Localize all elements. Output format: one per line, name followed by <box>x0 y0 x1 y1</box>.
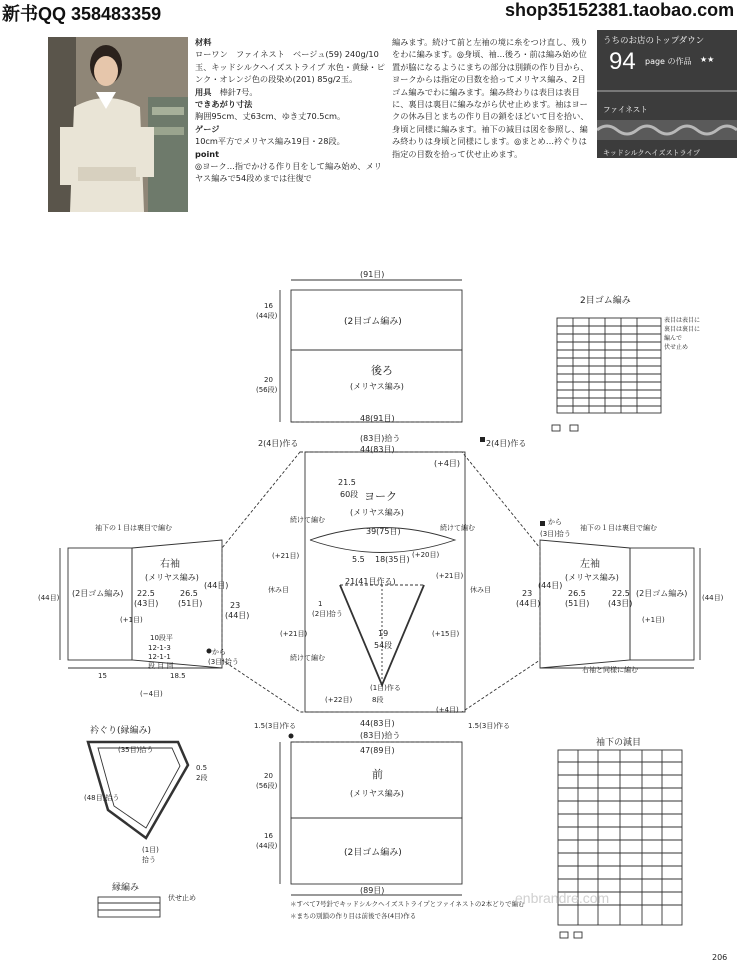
neck-sts35: 18(35目) <box>375 555 410 564</box>
right-plus1: (+1目) <box>120 616 143 624</box>
bottom-width: (89目) <box>360 886 385 895</box>
edge-bind: 伏せ止め <box>168 894 196 902</box>
collar-title: 衿ぐり(縁編み) <box>90 726 152 736</box>
size-label: できあがり寸法 <box>195 99 253 110</box>
neck-cm1: 1 <box>318 600 323 608</box>
back-stockinette: (メリヤス編み) <box>350 382 404 391</box>
right-sleeve-top-sts: (51目) <box>178 599 203 608</box>
plus4-bottom: (+4目) <box>436 706 459 714</box>
right-sleeve-cm15: 15 <box>98 672 107 680</box>
left-sleeve-cuff <box>630 548 694 660</box>
collar-shape <box>88 742 188 838</box>
instructions-text: 編みます。続けて前と左袖の境に糸をつけ直し、残りをわに編みます。◎身頃、袖…後ろ・前は編み始め位置が脇になるようにまちの部分は別鎖の作り目から、ヨークからは指定の目数を拾ってメリヤス編み、2目ゴム編みでわに編みます。編み終わりは表目は表目に、裏目は裏目に編みながら伏せ止めます。袖はヨークの休み目とまちの作り目の鎖をほどいて目を拾い、身頃と同様に編みます。袖下の減目は図を参照し、編み終わりは身頃と同様にします。◎まとめ…衿ぐりは指定の目数を拾って伏せ止めます。 <box>392 37 589 159</box>
neck-v: (1目)作る <box>370 684 401 692</box>
watermark: enbrandre.com <box>515 890 610 906</box>
back-pick: (83目)拾う <box>360 434 401 443</box>
collar-side: (48目)拾う <box>84 794 120 802</box>
knit-cont-1: 続けて編む <box>290 516 325 524</box>
yoke-width: 44(83目) <box>360 445 395 454</box>
note2: ＊まちの別鎖の作り目は前後で各(4目)作る <box>290 912 417 920</box>
yoke-depth: 21.5 <box>338 478 356 487</box>
front-width: 47(89目) <box>360 746 395 755</box>
header-qq: 新书QQ 358483359 <box>2 4 162 24</box>
from-right: から <box>548 518 562 526</box>
front-yoke-width: 44(83目) <box>360 719 395 728</box>
front-cm16: 16 <box>264 832 273 840</box>
panel-yarn2: キッドシルクヘイズストライプ <box>603 149 701 157</box>
tools-text: 棒針7号。 <box>219 86 258 97</box>
left-sleeve-w-sts: (44目) <box>516 599 541 608</box>
yoke-stockinette: (メリヤス編み) <box>350 508 404 517</box>
front-cm20: 20 <box>264 772 273 780</box>
edge-title: 縁編み <box>112 883 140 893</box>
left-sleeve-w: 23 <box>522 589 533 598</box>
left-sleeve-len: 22.5 <box>612 589 630 598</box>
back-cm20: 20 <box>264 376 273 384</box>
edge-chart <box>98 897 160 917</box>
left-sleeve-stockinette: (メリヤス編み) <box>565 573 619 582</box>
knit-cont-2: 続けて編む <box>290 654 325 662</box>
neck-rows: 54段 <box>374 641 393 650</box>
header-shop-url: shop35152381.taobao.com <box>505 0 735 20</box>
right-sleeve-cm18: 18.5 <box>170 672 186 680</box>
plus20: (+20目) <box>412 551 440 559</box>
panel-number: 94 <box>609 48 636 75</box>
left-sleeve-top: 26.5 <box>568 589 586 598</box>
point-text: ◎ヨーク…指でかける作り目をして編み始め、メリヤス編みで54段めまでは往復で <box>195 161 382 184</box>
sleeve-under-right: 袖下の１目は裏目で編む <box>580 524 657 532</box>
right-sleeve-sts: (43目) <box>134 599 159 608</box>
rib-chart-title: 2目ゴム編み <box>580 296 631 306</box>
front-stockinette: (メリヤス編み) <box>350 789 404 798</box>
left-cuff-44: (44目) <box>538 581 563 590</box>
materials-text: ローワン ファイネスト ベージュ(59) 240g/10玉、キッドシルクヘイズストライプ 水色・黄緑・ピンク・オレンジ色の段染め(201) 85g/2玉。 <box>195 49 385 85</box>
note1: ＊すべて7号針でキッドシルクヘイズストライプとファイネストの2本どりで編む <box>290 900 525 908</box>
front-rib-label: (2目ゴム編み) <box>344 848 402 858</box>
gauge-text: 10cm平方でメリヤス編み19目・28段。 <box>195 136 345 147</box>
rest-right: 休み目 <box>470 586 491 594</box>
size-text: 胸囲95cm、丈63cm、ゆき丈70.5cm。 <box>195 111 346 122</box>
left-cuff-sts: (44目) <box>702 594 724 602</box>
back-rows56: (56段) <box>256 386 278 394</box>
right-sleeve-title: 右袖 <box>160 559 180 570</box>
dec1: 12-1-3 <box>148 644 171 652</box>
dec-title: 10段平 <box>150 634 173 642</box>
page-number: 206 <box>712 953 728 962</box>
right-sleeve-top: 26.5 <box>180 589 198 598</box>
rib-legend1: 表目は表目に <box>664 317 701 324</box>
front-gusset-right: 1.5(3目)作る <box>468 722 511 730</box>
right-cuff-rib: (2目ゴム編み) <box>72 589 124 598</box>
collar-rows: 0.5 <box>196 764 208 772</box>
front-title: 前 <box>372 768 383 781</box>
dec2: 12-1-1 <box>148 653 171 661</box>
back-gusset-left: 2(4目)作る <box>258 439 299 448</box>
from-left: から <box>212 648 226 656</box>
rest-left: 休み目 <box>268 586 289 594</box>
gauge-label: ゲージ <box>195 123 220 134</box>
rib-legend4: 伏せ止め <box>664 344 689 351</box>
rib-legend3: 編んで <box>664 335 683 342</box>
back-cm16: 16 <box>264 302 273 310</box>
collar-top: (35目)拾う <box>118 746 154 754</box>
back-width-cm: 48(91目) <box>360 414 395 423</box>
plus4-top: (+4目) <box>434 459 461 468</box>
right-same-note: 右袖と同様に編む <box>582 666 638 674</box>
point-label: point <box>195 148 220 159</box>
plus21-left2: (+21目) <box>280 630 308 638</box>
right-sleeve-w-sts: (44目) <box>225 611 250 620</box>
pick3-right: (3目)拾う <box>540 530 571 538</box>
dec-chart-title: 袖下の減目 <box>596 738 642 748</box>
right-sleeve-w: 23 <box>230 601 241 610</box>
panel-title: うちのお店のトップダウン <box>603 36 705 46</box>
yoke-title: ヨーク <box>364 490 397 503</box>
left-cuff-rib: (2目ゴム編み) <box>636 589 688 598</box>
panel-yarn1: ファイネスト <box>603 105 648 114</box>
neck-v-rows: 8段 <box>372 696 384 704</box>
panel-page-text: page の作品 <box>645 57 692 66</box>
collar-center: (1目) <box>142 846 159 854</box>
neck-55: 5.5 <box>352 555 365 564</box>
neck-rows2: (2目)拾う <box>312 610 343 618</box>
collar-rows2: 2段 <box>196 774 208 782</box>
neck-width: 39(75目) <box>366 527 401 536</box>
left-sleeve-top-sts: (51目) <box>565 599 590 608</box>
rib-legend2: 裏目は裏目に <box>664 326 701 333</box>
plus21-left: (+21目) <box>272 552 300 560</box>
top-width: (91目) <box>360 270 385 279</box>
left-sleeve-title: 左袖 <box>580 559 600 570</box>
knit-cont-3: 続けて編む <box>440 524 475 532</box>
back-rows44: (44段) <box>256 312 278 320</box>
front-gusset-left: 1.5(3目)作る <box>254 722 297 730</box>
tools-label: 用具 <box>195 86 212 97</box>
back-gusset-right: 2(4目)作る <box>486 439 527 448</box>
left-plus1: (+1目) <box>642 616 665 624</box>
plus22: (+22目) <box>325 696 353 704</box>
front-pick: (83目)拾う <box>360 731 401 740</box>
panel-stars: ★★ <box>700 55 715 64</box>
right-cuff-sts: (44目) <box>38 594 60 602</box>
yoke-rows: 60段 <box>340 490 359 499</box>
pick3-left: (3目)拾う <box>208 658 239 666</box>
front-rows44: (44段) <box>256 842 278 850</box>
neck-center: 19 <box>378 629 389 638</box>
front-rows56: (56段) <box>256 782 278 790</box>
materials-label: 材料 <box>195 37 212 47</box>
right-sleeve-stockinette: (メリヤス編み) <box>145 573 199 582</box>
right-sleeve-cuff <box>68 548 132 660</box>
minus4: (−4目) <box>140 690 163 698</box>
plus21-right: (+21目) <box>436 572 464 580</box>
left-sleeve-sts: (43目) <box>608 599 633 608</box>
right-sleeve-len: 22.5 <box>137 589 155 598</box>
plus15: (+15目) <box>432 630 460 638</box>
side-sts: 21(41目作る) <box>345 577 396 586</box>
sleeve-under-left: 袖下の１目は裏目で編む <box>95 524 172 532</box>
dec3: 段 目 回 <box>148 662 174 670</box>
back-title: 後ろ <box>371 364 393 377</box>
back-rib-label: (2目ゴム編み) <box>344 317 402 327</box>
collar-pick: 拾う <box>142 856 156 864</box>
right-cuff-44: (44目) <box>204 581 229 590</box>
